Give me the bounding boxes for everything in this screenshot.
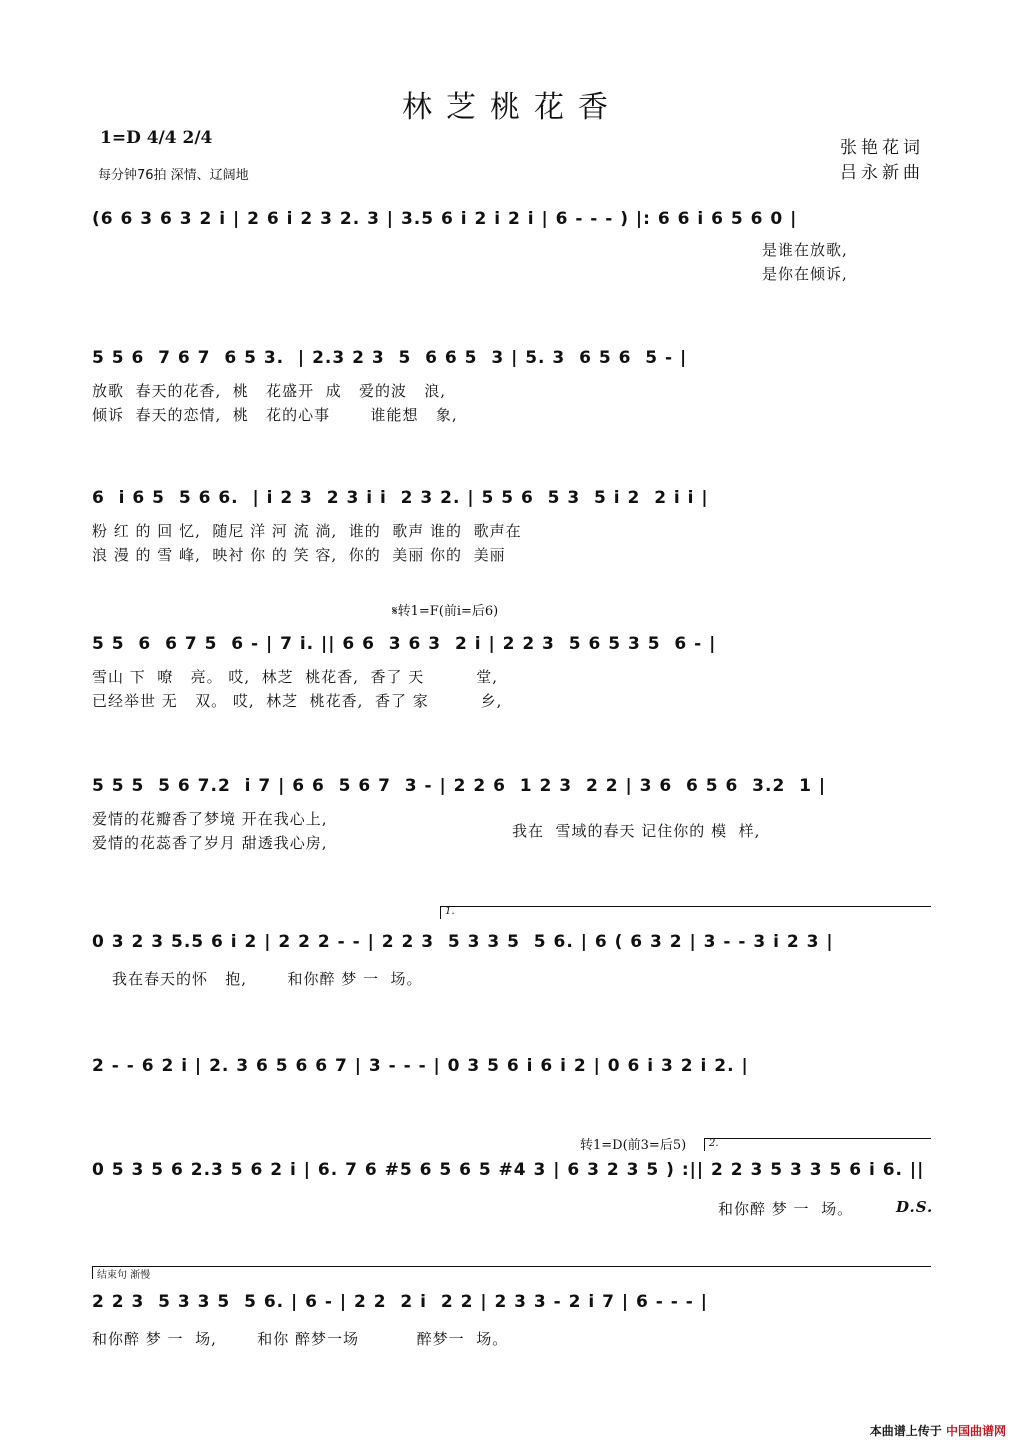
lyrics-verse-2: 已经举世 无 双。 哎, 林芝 桃花香, 香了 家 乡, [92, 692, 503, 710]
score-system-1 [92, 205, 932, 315]
score-system-4 [92, 600, 932, 710]
notation-line: 0 3 2 3 5.5 6 i 2 | 2 2 2 - - | 2 2 3 5 3 3 5 5 6. | 6 ( 6 3 2 | 3 - - 3 i 2 3 | [92, 932, 834, 952]
lyrics-shared: 我在 雪域的春天 记住你的 模 样, [512, 822, 761, 840]
volta-bracket-1: 1. [440, 906, 931, 919]
lyrics-verse-2: 爱情的花蕊香了岁月 甜透我心房, [92, 834, 328, 852]
lyrics-verse-1: 和你醉 梦 一 场。 [718, 1200, 854, 1218]
score-system-2 [92, 344, 932, 454]
lyrics-verse-1: 和你醉 梦 一 场, 和你 醉梦一场 醉梦一 场。 [92, 1330, 509, 1348]
coda-bracket: 结束句 渐慢 [92, 1266, 931, 1279]
notation-line: (6 6 3 6 3 2 i | 2 6 i 2 3 2. 3 | 3.5 6 i 2 i 2 i | 6 - - - ) |: 6 6 i 6 5 6 0 | [92, 209, 798, 229]
lyrics-verse-1: 雪山 下 嘹 亮。 哎, 林芝 桃花香, 香了 天 堂, [92, 668, 498, 686]
lyrics-verse-2: 浪 漫 的 雪 峰, 映衬 你 的 笑 容, 你的 美丽 你的 美丽 [92, 546, 506, 564]
lyrics-verse-1: 放歌 春天的花香, 桃 花盛开 成 爱的波 浪, [92, 382, 447, 400]
page-title: 林芝桃花香 [402, 90, 622, 125]
lyrics-verse-1: 我在春天的怀 抱, 和你醉 梦 一 场。 [112, 970, 423, 988]
lyrics-verse-1: 爱情的花瓣香了梦境 开在我心上, [92, 810, 328, 828]
score-system-8 [92, 1134, 932, 1244]
notation-line: 5 5 6 6 7 5 6 - | 7 i. || 6 6 3 6 3 2 i | 2 2 3 5 6 5 3 5 6 - | [92, 634, 717, 654]
modulation-mark: 转1=D(前3=后5) [580, 1138, 687, 1153]
site-logo: 中国曲谱网 [945, 1424, 1006, 1438]
site-footer [870, 1422, 1006, 1439]
da-segno-mark: D.S. [896, 1198, 934, 1216]
notation-line: 5 5 5 5 6 7.2 i 7 | 6 6 5 6 7 3 - | 2 2 6 1 2 3 2 2 | 3 6 6 5 6 3.2 1 | [92, 776, 827, 796]
lyrics-verse-1: 粉 红 的 回 忆, 随尼 洋 河 流 淌, 谁的 歌声 谁的 歌声在 [92, 522, 522, 540]
score-system-5 [92, 772, 932, 882]
volta-bracket-2: 2. [704, 1138, 931, 1151]
segno-modulation-mark: 𝄋转1=F(前i=后6) [392, 604, 499, 619]
notation-line: 2 - - 6 2 i | 2. 3 6 5 6 6 7 | 3 - - - | 0 3 5 6 i 6 i 2 | 0 6 i 3 2 i 2. | [92, 1056, 749, 1076]
notation-line: 6 i 6 5 5 6 6. | i 2 3 2 3 i i 2 3 2. | 5 5 6 5 3 5 i 2 2 i i | [92, 488, 709, 508]
notation-line: 5 5 6 7 6 7 6 5 3. | 2.3 2 3 5 6 6 5 3 | 5. 3 6 5 6 5 - | [92, 348, 688, 368]
score-system-9 [92, 1266, 932, 1376]
lyrics-verse-1: 是谁在放歌, [762, 241, 848, 259]
lyricist-credit: 张艳花词 [840, 138, 924, 158]
lyrics-verse-2: 是你在倾诉, [762, 265, 848, 283]
tempo-marking: 每分钟76拍 深情、辽阔地 [98, 168, 249, 183]
score-system-6 [92, 906, 932, 1016]
composer-credit: 吕永新曲 [840, 163, 924, 183]
notation-line: 0 5 3 5 6 2.3 5 6 2 i | 6. 7 6 #5 6 5 6 5 #4 3 | 6 3 2 3 5 ) :|| 2 2 3 5 3 3 5 6 i 6. || [92, 1160, 925, 1180]
footer-text: 本曲谱上传于 [869, 1424, 942, 1438]
key-signature: 1=D 4/4 2/4 [100, 128, 213, 148]
notation-line: 2 2 3 5 3 3 5 5 6. | 6 - | 2 2 2 i 2 2 | 2 3 3 - 2 i 7 | 6 - - - | [92, 1292, 708, 1312]
score-system-3 [92, 484, 932, 594]
lyrics-verse-2: 倾诉 春天的恋情, 桃 花的心事 谁能想 象, [92, 406, 458, 424]
